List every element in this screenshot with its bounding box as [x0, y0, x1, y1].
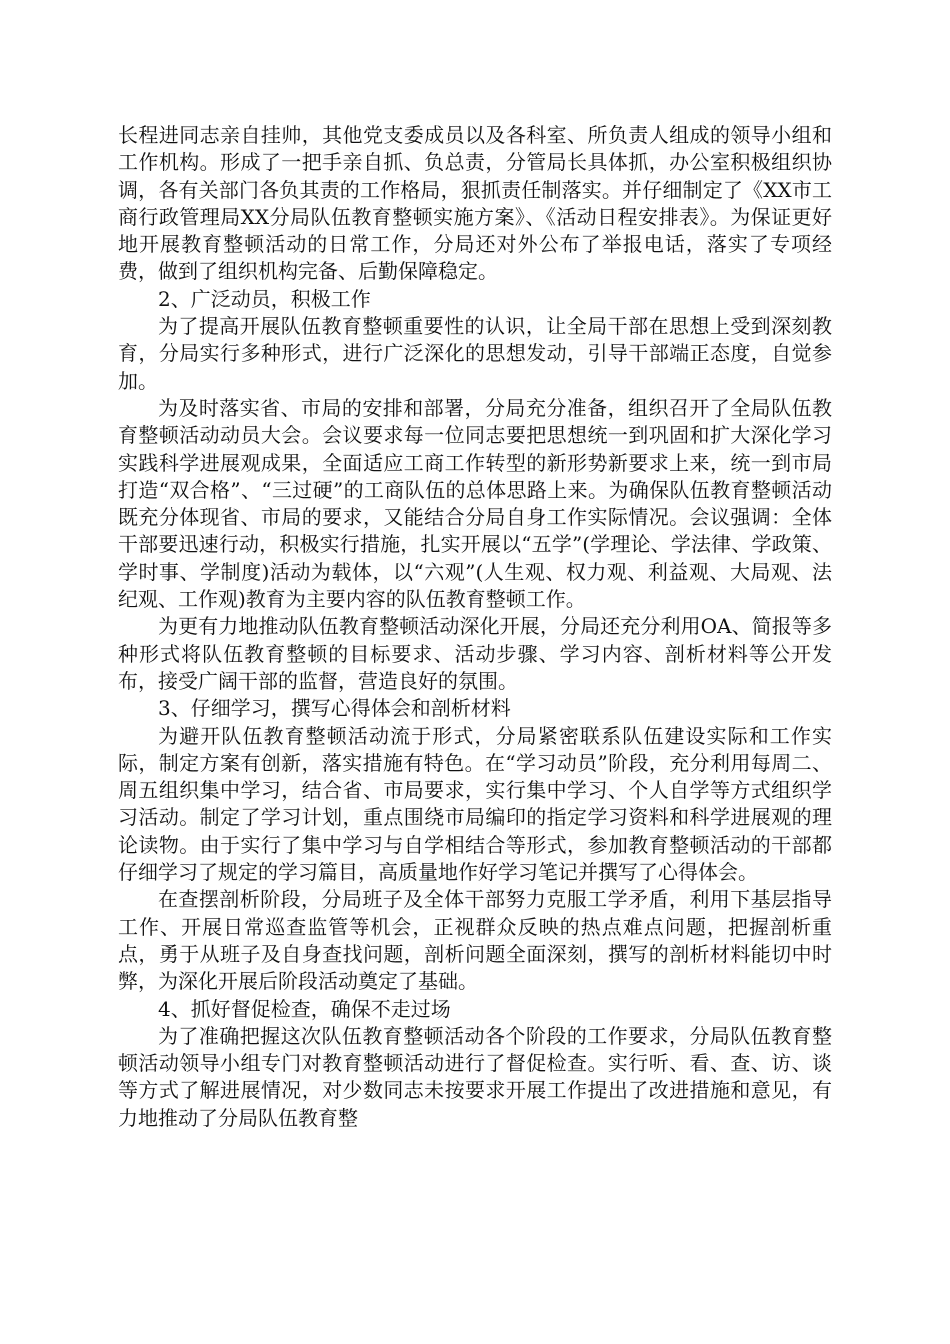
- section-heading-4: 4、抓好督促检查，确保不走过场: [158, 996, 451, 1021]
- paragraph: 为避开队伍教育整顿活动流于形式，分局紧密联系队伍建设实际和工作实际，制定方案有创新，落实措施有特色。在“学习动员”阶段，充分利用每周二、周五组织集中学习，结合省、市局要求，实行集中学习、个人自学等方式组织学习活动。制定了学习计划，重点围绕市局编印的指定学习资料和科学进展观的理论读物。由于实行了集中学习与自学相结合等形式，参加教育整顿活动的干部都仔细学习了规定的学习篇目，高质量地作好学习笔记并撰写了心得体会。: [118, 723, 832, 885]
- paragraph: 为了提高开展队伍教育整顿重要性的认识，让全局干部在思想上受到深刻教育，分局实行多种形式，进行广泛深化的思想发动，引导干部端正态度，自觉参加。: [118, 314, 832, 393]
- paragraph: 为更有力地推动队伍教育整顿活动深化开展，分局还充分利用OA、简报等多种形式将队伍教育整顿的目标要求、活动步骤、学习内容、剖析材料等公开发布，接受广阔干部的监督，营造良好的氛围。: [118, 614, 832, 693]
- paragraph: 在查摆剖析阶段，分局班子及全体干部努力克服工学矛盾，利用下基层指导工作、开展日常巡查监管等机会，正视群众反映的热点难点问题，把握剖析重点，勇于从班子及自身查找问题，剖析问题全面深刻，撰写的剖析材料能切中时弊，为深化开展后阶段活动奠定了基础。: [118, 887, 832, 994]
- paragraph-continued: 长程进同志亲自挂帅，其他党支委成员以及各科室、所负责人组成的领导小组和工作机构。形成了一把手亲自抓、负总责，分管局长具体抓，办公室积极组织协调，各有关部门各负其责的工作格局，狠抓责任制落实。并仔细制定了《XX市工商行政管理局XX分局队伍教育整顿实施方案》、《活动日程安排表》。为保证更好地开展教育整顿活动的日常工作，分局还对外公布了举报电话，落实了专项经费，做到了组织机构完备、后勤保障稳定。: [118, 123, 832, 284]
- paragraph: 为了准确把握这次队伍教育整顿活动各个阶段的工作要求，分局队伍教育整顿活动领导小组专门对教育整顿活动进行了督促检查。实行听、看、查、访、谈等方式了解进展情况，对少数同志未按要求开展工作提出了改进措施和意见，有力地推动了分局队伍教育整: [118, 1023, 832, 1130]
- paragraph: 为及时落实省、市局的安排和部署，分局充分准备，组织召开了全局队伍教育整顿活动动员大会。会议要求每一位同志要把思想统一到巩固和扩大深化学习实践科学进展观成果，全面适应工商工作转型的新形势新要求上来，统一到市局打造“双合格”、“三过硬”的工商队伍的总体思路上来。为确保队伍教育整顿活动既充分体现省、市局的要求，又能结合分局自身工作实际情况。会议强调：全体干部要迅速行动，积极实行措施，扎实开展以“五学”(学理论、学法律、学政策、学时事、学制度)活动为载体，以“六观”(人生观、权力观、利益观、大局观、法纪观、工作观)教育为主要内容的队伍教育整顿工作。: [118, 395, 832, 612]
- document-body: [118, 122, 832, 1132]
- section-heading-3: 3、仔细学习，撰写心得体会和剖析材料: [158, 696, 511, 721]
- section-heading-2: 2、广泛动员，积极工作: [158, 286, 371, 311]
